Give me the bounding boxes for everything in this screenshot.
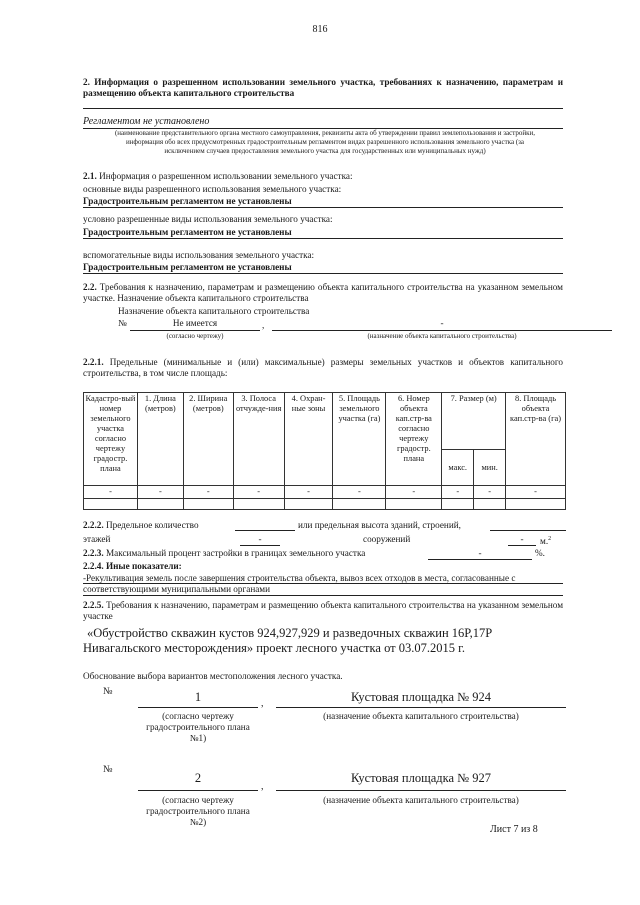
table-row-empty [84, 499, 566, 510]
structures-value: - [520, 534, 524, 544]
s2-1-label: 2.1. [83, 171, 97, 181]
percent-underline [428, 559, 532, 560]
auxiliary-uses-value: Градостроительным регламентом не установлены [83, 262, 292, 272]
table-header: 1. Длина (метров) [137, 393, 183, 486]
divider [83, 108, 563, 109]
s2-2-1-label: 2.2.1. [83, 357, 104, 367]
table-header: 6. Номер объекта кап.стр-ва согласно чертежу градостр. плана [386, 393, 442, 486]
section-title: 2. Информация о разрешенном использовании земельного участка, требованиях к назначению, параметрам и размещению объекта капитального строительства [83, 77, 563, 98]
regulation-note: (наименование представительного органа местного самоуправления, реквизиты акта об утверждении правил землепользования и застройки, информация обо всех предусмотренных градостроительным регламентом видах разрешенного использования земельного участка (за исключением случаев предоставления земельного участка для государственных или муниципальных нужд) [114, 129, 536, 155]
floors-underline [240, 545, 280, 546]
page-number: 816 [312, 24, 328, 35]
table-cell: - [84, 486, 138, 499]
note-per-drawing: (согласно чертежу) [166, 332, 224, 340]
entry-1-number: 1 [194, 690, 202, 704]
meters-unit: м.$^2$ [540, 536, 552, 547]
s2-2-2-text: Предельное количество [105, 520, 199, 530]
entry-2-name: Кустовая площадка № 927 [351, 771, 491, 785]
floors-value: - [258, 534, 262, 544]
object-number: Не имеется [172, 318, 218, 328]
table-cell: - [506, 486, 566, 499]
divider [83, 595, 563, 596]
s2-2-1-paragraph [83, 357, 563, 379]
s2-2-5-label: 2.2.5. [83, 600, 104, 610]
table-cell: - [386, 486, 442, 499]
s2-2-1-text: Предельные (минимальные и (или) максимальные) размеры земельных участков и объектов капитального строительства, в том числе площадь: [83, 357, 564, 378]
s2-1-heading [83, 171, 563, 182]
table-cell: - [233, 486, 284, 499]
entry-1-note-right: (назначение объекта капитального строительства) [323, 711, 519, 721]
comma: , [262, 320, 265, 330]
entry-2-note-left: (согласно чертежу градостроительного плана №2) [146, 795, 250, 827]
s2-2-2-text-right: или предельная высота зданий, строений, [298, 520, 461, 530]
s2-2-4-label: 2.2.4. [83, 561, 104, 571]
num-sign: № [118, 318, 127, 328]
entry-2-comma: , [261, 781, 264, 792]
table-header: 4. Охран-ные зоны [284, 393, 333, 486]
divider [83, 238, 563, 239]
s2-2-5-text: Требования к назначению, параметрам и размещению объекта капитального строительства на указанном земельном участке [83, 600, 564, 621]
percent-unit: %. [535, 548, 545, 558]
s2-2-3-text: Максимальный процент застройки в границах земельного участка [105, 548, 366, 558]
purpose-underline [272, 330, 612, 331]
table-header: 2. Ширина (метров) [183, 393, 233, 486]
count-underline [235, 530, 295, 531]
structures-underline [508, 545, 536, 546]
s2-2-4-text: Иные показатели: [105, 561, 182, 571]
s2-2-5-paragraph [83, 600, 563, 622]
other-indicators-value: -Рекультивация земель после завершения строительства объекта, вывоз всех отходов в места, согласованные с соответствующими муниципальными органами [83, 573, 516, 594]
entry-2-sign: № [103, 764, 113, 775]
parameters-table [83, 392, 566, 510]
regulation-value: Регламентом не установлено [83, 116, 210, 127]
entry-1-sign: № [103, 686, 113, 697]
s2-1-text: Информация о разрешенном использовании земельного участка: [99, 171, 353, 181]
table-header: 3. Полоса отчужде-ния [233, 393, 284, 486]
table-header-row [84, 393, 566, 450]
table-header: 8. Площадь объекта кап.стр-ва (га) [506, 393, 566, 486]
main-uses-value: Градостроительным регламентом не установлены [83, 196, 292, 206]
project-name: «Обустройство скважин кустов 924,927,929 и разведочных скважин 16Р,17Р Нивагальского месторождения» проект лесного участка от 03.07.2015 г. [83, 626, 493, 655]
purpose-label: Назначение объекта капитального строительства [118, 306, 310, 316]
s2-2-3-label: 2.2.3. [83, 548, 104, 558]
table-header: 7. Размер (м) [442, 393, 506, 450]
entry-1-comma: , [261, 698, 264, 709]
entry-2-name-underline [276, 790, 566, 791]
sheet-number: Лист 7 из 8 [490, 824, 538, 835]
s2-2-2-label: 2.2.2. [83, 520, 104, 530]
entry-2-note-right: (назначение объекта капитального строительства) [323, 795, 519, 805]
meters-unit-text: м. [540, 536, 549, 547]
entry-1-name-underline [276, 707, 566, 708]
s2-2-2-line [83, 520, 199, 531]
table-cell: - [474, 486, 506, 499]
s2-2-4-line [83, 561, 182, 572]
table-cell: - [183, 486, 233, 499]
table-header: Кадастро-вый номер земельного участка согласно чертежу градостр. плана [84, 393, 138, 486]
s2-2-label: 2.2. [83, 282, 97, 292]
divider [83, 207, 563, 208]
conditional-uses-label: условно разрешенные виды использования земельного участка: [83, 214, 333, 224]
table-cell: - [333, 486, 386, 499]
table-cell: - [442, 486, 474, 499]
note-purpose: (назначение объекта капитального строительства) [367, 332, 517, 340]
entry-2-number-underline [138, 790, 258, 791]
table-subheader: мин. [474, 450, 506, 486]
table-subheader: макс. [442, 450, 474, 486]
height-underline [490, 530, 566, 531]
object-purpose: - [440, 318, 444, 328]
justification: Обоснование выбора вариантов местоположения лесного участка. [83, 671, 343, 681]
building-percent-value: - [478, 548, 482, 558]
auxiliary-uses-label: вспомогательные виды использования земельного участка: [83, 250, 315, 260]
divider [83, 273, 563, 274]
s2-2-text: Требования к назначению, параметрам и размещению объекта капитального строительства на указанном земельном участке. Назначение объекта капитального строительства [83, 282, 564, 303]
number-underline [130, 330, 260, 331]
divider [83, 583, 563, 584]
floors-label: этажей [83, 534, 111, 544]
table-row [84, 486, 566, 499]
table-header: 5. Площадь земельного участка (га) [333, 393, 386, 486]
entry-1-note-left: (согласно чертежу градостроительного плана №1) [146, 711, 250, 743]
table-cell: - [284, 486, 333, 499]
s2-2-3-line [83, 548, 365, 559]
entry-2-number: 2 [194, 771, 202, 785]
s2-2-paragraph [83, 282, 563, 304]
entry-1-number-underline [138, 707, 258, 708]
structures-label: сооружений [363, 534, 411, 544]
conditional-uses-value: Градостроительным регламентом не установлены [83, 227, 292, 237]
main-uses-label: основные виды разрешенного использования земельного участка: [83, 184, 342, 194]
table-cell: - [137, 486, 183, 499]
entry-1-name: Кустовая площадка № 924 [351, 690, 491, 704]
